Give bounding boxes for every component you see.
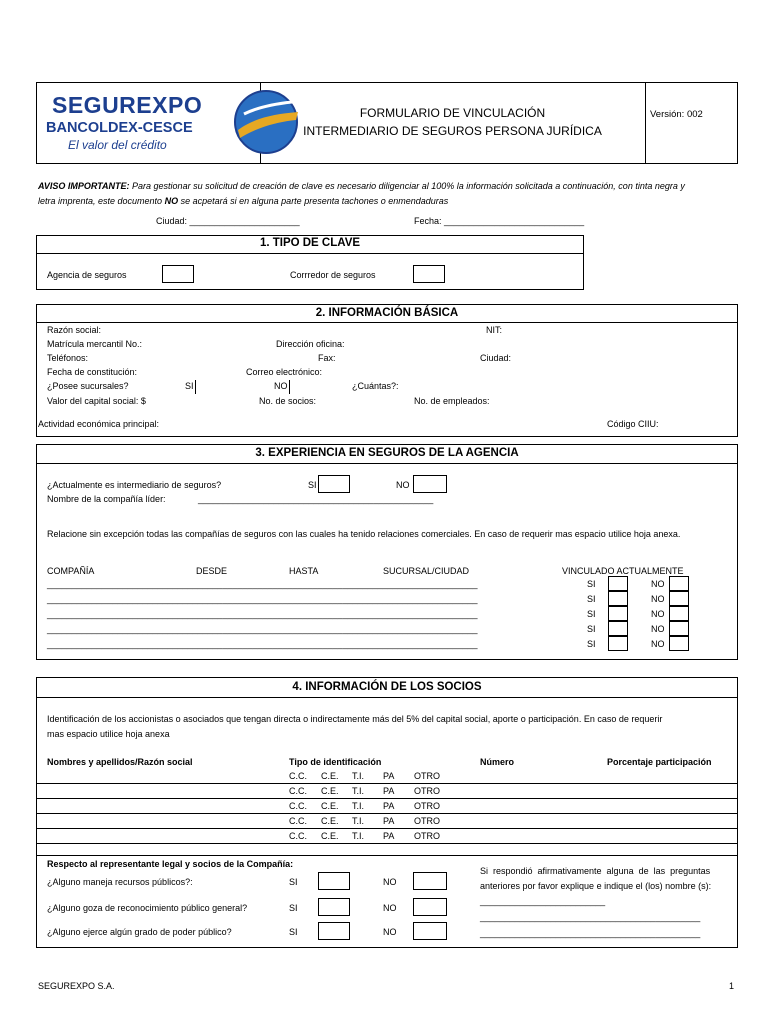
agency-label: Agencia de seguros [47,270,127,280]
col-vinculado: VINCULADO ACTUALMENTE [562,566,684,576]
compania-lider-field[interactable]: _______________________________________________ [198,494,434,504]
reconocimiento-question: ¿Alguno goza de reconocimiento público general? [47,903,248,913]
reconocimiento-si-label: SI [289,903,298,913]
id-type-option[interactable]: OTRO [414,816,440,826]
socios-field[interactable]: No. de socios: [259,396,317,406]
socio-row-rule [36,798,738,799]
vinculado-no-checkbox[interactable] [669,606,689,621]
globe-icon [230,88,302,156]
representante-rule [36,855,738,856]
vinculado-si-label: SI [587,609,596,619]
notice [38,179,738,209]
relacione-text: Relacione sin excepción todas las compañías de seguros con las cuales ha tenido relaciones comerciales. En caso de requerir mas espacio utilice hoja anexa. [47,529,681,539]
id-type-option[interactable]: PA [383,816,395,826]
ciiu-field[interactable]: Código CIIU: [607,419,659,429]
recursos-no-checkbox[interactable] [413,872,447,890]
vinculado-no-checkbox[interactable] [669,636,689,651]
broker-checkbox[interactable] [413,265,445,283]
recursos-si-label: SI [289,877,298,887]
header-divider-right [645,82,646,164]
broker-label: Corrredor de seguros [290,270,376,280]
sucursales-si[interactable]: SI [185,381,194,391]
poder-si-label: SI [289,927,298,937]
poder-question: ¿Alguno ejerce algún grado de poder público? [47,927,232,937]
recursos-question: ¿Alguno maneja recursos públicos?: [47,877,193,887]
vinculado-si-label: SI [587,579,596,589]
company-row-line[interactable]: ______________________________________________________________________________________ [47,594,478,604]
version-label: Versión: 002 [650,109,703,120]
vinculado-si-label: SI [587,624,596,634]
direccion-field[interactable]: Dirección oficina: [276,339,345,349]
form-title: FORMULARIO DE VINCULACIÓN [359,106,546,120]
notice-no: NO [164,196,179,206]
id-type-option[interactable]: C.E. [321,801,339,811]
fecha-constitucion-field[interactable]: Fecha de constitución: [47,367,138,377]
intermediario-si-checkbox[interactable] [318,475,350,493]
vinculado-no-label: NO [651,609,665,619]
section-1-rule [36,253,584,254]
col-nombres: Nombres y apellidos/Razón social [47,757,193,767]
id-type-option[interactable]: OTRO [414,801,440,811]
notice-text-2b: se acpetará si en alguna parte presenta tachones o enmendaduras [180,196,449,206]
id-type-option[interactable]: PA [383,786,395,796]
id-type-option[interactable]: T.I. [352,771,365,781]
id-type-option[interactable]: PA [383,771,395,781]
explain-line-3[interactable]: ____________________________________________ [480,928,701,938]
company-row-line[interactable]: ______________________________________________________________________________________ [47,609,478,619]
explain-text-2: anteriores por favor explique e indique el (los) nombre (s): [480,881,712,891]
reconocimiento-no-label: NO [383,903,397,913]
section-4-rule [36,697,738,698]
company-logo [44,88,256,158]
cuantas-field[interactable]: ¿Cuántas?: [352,381,399,391]
explain-text-1: Si respondió afirmativamente alguna de las preguntas [480,866,711,876]
sucursales-no-divider [289,380,290,394]
id-type-option[interactable]: OTRO [414,771,440,781]
id-type-option[interactable]: OTRO [414,786,440,796]
col-porcentaje: Porcentaje participación [607,757,712,767]
vinculado-si-checkbox[interactable] [608,606,628,621]
sucursales-no[interactable]: NO [274,381,288,391]
col-numero: Número [480,757,515,767]
vinculado-no-checkbox[interactable] [669,576,689,591]
vinculado-no-label: NO [651,639,665,649]
vinculado-si-label: SI [587,639,596,649]
section-4-title: 4. INFORMACIÓN DE LOS SOCIOS [292,681,482,693]
telefonos-field[interactable]: Teléfonos: [47,353,89,363]
representante-title: Respecto al representante legal y socios de la Compañía: [47,859,294,869]
explain-line-1[interactable]: _________________________ [480,896,606,906]
vinculado-no-checkbox[interactable] [669,591,689,606]
explain-line-2[interactable]: ____________________________________________ [480,912,701,922]
intermediario-question: ¿Actualmente es intermediario de seguros? [47,480,222,490]
socios-intro-1: Identificación de los accionistas o asociados que tengan directa o indirectamente más del 5% del capital social, aporte o participación. En caso de requerir [47,714,663,724]
id-type-option[interactable]: C.C. [289,831,307,841]
ciudad-field[interactable]: Ciudad: [480,353,512,363]
logo-line1: SEGUREXPO [52,92,203,118]
intermediario-no-checkbox[interactable] [413,475,447,493]
vinculado-no-label: NO [651,594,665,604]
poder-no-checkbox[interactable] [413,922,447,940]
fax-field[interactable]: Fax: [318,353,336,363]
razon-social-field[interactable]: Razón social: [47,325,102,335]
company-row-line[interactable]: ______________________________________________________________________________________ [47,639,478,649]
vinculado-si-checkbox[interactable] [608,621,628,636]
company-row-line[interactable]: ______________________________________________________________________________________ [47,579,478,589]
id-type-option[interactable]: PA [383,801,395,811]
agency-checkbox[interactable] [162,265,194,283]
col-tipo-id: Tipo de identificación [289,757,382,767]
id-type-option[interactable]: C.E. [321,831,339,841]
page-number: 1 [729,981,735,991]
id-type-option[interactable]: OTRO [414,831,440,841]
id-type-option[interactable]: T.I. [352,816,365,826]
correo-field[interactable]: Correo electrónico: [246,367,323,377]
col-hasta: HASTA [289,566,319,576]
section-2-box [36,304,738,437]
section-3-title: 3. EXPERIENCIA EN SEGUROS DE LA AGENCIA [255,447,519,459]
intermediario-no-label: NO [396,480,410,490]
reconocimiento-si-checkbox[interactable] [318,898,350,916]
id-type-option[interactable]: C.E. [321,816,339,826]
nit-field[interactable]: NIT: [486,325,503,335]
id-type-option[interactable]: C.C. [289,816,307,826]
actividad-field[interactable]: Actividad económica principal: [38,419,160,429]
col-compania: COMPAÑÍA [47,566,95,576]
vinculado-si-label: SI [587,594,596,604]
section-1-title: 1. TIPO DE CLAVE [259,237,361,249]
notice-label: AVISO IMPORTANTE: [38,181,130,191]
vinculado-si-checkbox[interactable] [608,591,628,606]
id-type-option[interactable]: T.I. [352,801,365,811]
id-type-option[interactable]: T.I. [352,831,365,841]
logo-tagline: El valor del crédito [68,138,167,152]
footer-company: SEGUREXPO S.A. [38,981,115,991]
id-type-option[interactable]: T.I. [352,786,365,796]
company-row-line[interactable]: ______________________________________________________________________________________ [47,624,478,634]
id-type-option[interactable]: PA [383,831,395,841]
compania-lider-label: Nombre de la compañía líder: [47,494,166,504]
recursos-no-label: NO [383,877,397,887]
id-type-option[interactable]: C.C. [289,801,307,811]
capital-field[interactable]: Valor del capital social: $ [47,396,146,406]
reconocimiento-no-checkbox[interactable] [413,898,447,916]
vinculado-si-checkbox[interactable] [608,636,628,651]
recursos-si-checkbox[interactable] [318,872,350,890]
socio-row-rule [36,843,738,844]
socios-intro-2: mas espacio utilice hoja anexa [47,729,170,739]
vinculado-no-label: NO [651,624,665,634]
poder-no-label: NO [383,927,397,937]
section-2-title: 2. INFORMACIÓN BÁSICA [315,307,459,319]
sucursales-si-divider [195,380,196,394]
city-field[interactable]: Ciudad: ______________________ [156,216,300,226]
date-field[interactable]: Fecha: ____________________________ [414,216,585,226]
matricula-field[interactable]: Matrícula mercantil No.: [47,339,143,349]
col-desde: DESDE [196,566,228,576]
section-3-rule [36,463,738,464]
socio-row-rule [36,813,738,814]
notice-text-2a: letra imprenta, este documento [38,196,163,206]
poder-si-checkbox[interactable] [318,922,350,940]
vinculado-si-checkbox[interactable] [608,576,628,591]
sucursales-label: ¿Posee sucursales? [47,381,129,391]
id-type-option[interactable]: C.E. [321,786,339,796]
vinculado-no-label: NO [651,579,665,589]
id-type-option[interactable]: C.E. [321,771,339,781]
intermediario-si-label: SI [308,480,317,490]
form-subtitle: INTERMEDIARIO DE SEGUROS PERSONA JURÍDICA [303,124,602,138]
logo-line2: BANCOLDEX-CESCE [46,120,193,136]
socio-row-rule [36,828,738,829]
section-2-rule [36,322,738,323]
socio-row-rule [36,783,738,784]
notice-text-1: Para gestionar su solicitud de creación de clave es necesario diligenciar al 100% la información solicitada a continuación, con tinta negra y [132,181,685,191]
id-type-option[interactable]: C.C. [289,771,307,781]
id-type-option[interactable]: C.C. [289,786,307,796]
empleados-field[interactable]: No. de empleados: [414,396,490,406]
col-sucursal: SUCURSAL/CIUDAD [383,566,470,576]
vinculado-no-checkbox[interactable] [669,621,689,636]
